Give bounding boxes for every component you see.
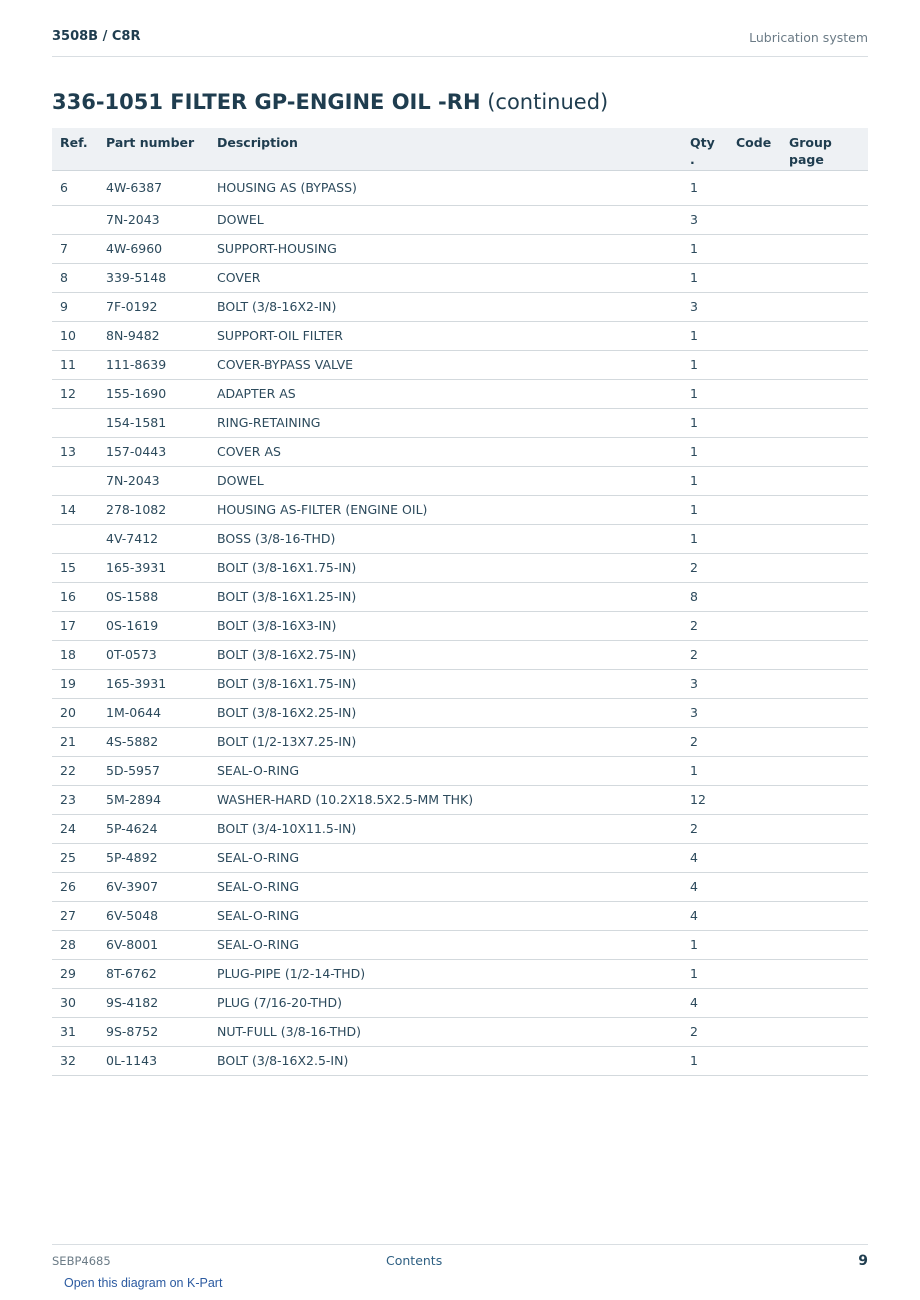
section-label: Lubrication system bbox=[749, 30, 868, 45]
cell-group-page bbox=[781, 263, 868, 292]
cell-ref: 22 bbox=[52, 756, 98, 785]
cell-code bbox=[728, 553, 781, 582]
cell-ref: 31 bbox=[52, 1017, 98, 1046]
cell-description: BOLT (3/8-16X2.5-IN) bbox=[209, 1046, 682, 1075]
cell-code bbox=[728, 582, 781, 611]
cell-code bbox=[728, 321, 781, 350]
cell-group-page bbox=[781, 872, 868, 901]
cell-part-number[interactable]: 0T-0573 bbox=[98, 640, 209, 669]
header-row bbox=[52, 128, 868, 170]
cell-group-page bbox=[781, 379, 868, 408]
cell-qty: 1 bbox=[682, 756, 728, 785]
cell-group-page bbox=[781, 814, 868, 843]
cell-ref: 9 bbox=[52, 292, 98, 321]
cell-part-number[interactable]: 4V-7412 bbox=[98, 524, 209, 553]
table-row bbox=[52, 205, 868, 234]
cell-qty: 1 bbox=[682, 170, 728, 205]
cell-qty: 1 bbox=[682, 930, 728, 959]
cell-description: SEAL-O-RING bbox=[209, 930, 682, 959]
table-row bbox=[52, 756, 868, 785]
cell-part-number[interactable]: 4W-6387 bbox=[98, 170, 209, 205]
cell-group-page bbox=[781, 669, 868, 698]
cell-code bbox=[728, 698, 781, 727]
cell-qty: 1 bbox=[682, 466, 728, 495]
cell-code bbox=[728, 292, 781, 321]
cell-ref: 29 bbox=[52, 959, 98, 988]
table-row bbox=[52, 379, 868, 408]
cell-ref: 16 bbox=[52, 582, 98, 611]
table-row bbox=[52, 959, 868, 988]
cell-ref: 6 bbox=[52, 170, 98, 205]
table-row bbox=[52, 321, 868, 350]
cell-description: COVER bbox=[209, 263, 682, 292]
document-id: SEBP4685 bbox=[52, 1254, 111, 1268]
cell-ref bbox=[52, 524, 98, 553]
table-row bbox=[52, 611, 868, 640]
cell-ref: 21 bbox=[52, 727, 98, 756]
cell-qty: 1 bbox=[682, 959, 728, 988]
cell-code bbox=[728, 350, 781, 379]
cell-code bbox=[728, 263, 781, 292]
cell-group-page bbox=[781, 553, 868, 582]
cell-description: COVER-BYPASS VALVE bbox=[209, 350, 682, 379]
col-group-line2: page bbox=[789, 152, 824, 167]
cell-qty: 2 bbox=[682, 611, 728, 640]
cell-code bbox=[728, 814, 781, 843]
cell-group-page bbox=[781, 611, 868, 640]
cell-group-page bbox=[781, 698, 868, 727]
cell-code bbox=[728, 727, 781, 756]
col-description: Description bbox=[209, 128, 682, 170]
table-row bbox=[52, 1017, 868, 1046]
cell-group-page bbox=[781, 843, 868, 872]
cell-code bbox=[728, 1046, 781, 1075]
cell-ref: 19 bbox=[52, 669, 98, 698]
table-row bbox=[52, 988, 868, 1017]
cell-qty: 2 bbox=[682, 727, 728, 756]
col-ref: Ref. bbox=[52, 128, 98, 170]
cell-group-page bbox=[781, 408, 868, 437]
cell-ref: 20 bbox=[52, 698, 98, 727]
parts-table-header bbox=[52, 128, 868, 170]
table-row bbox=[52, 698, 868, 727]
cell-ref: 15 bbox=[52, 553, 98, 582]
page-title bbox=[52, 90, 608, 114]
cell-qty: 1 bbox=[682, 495, 728, 524]
cell-qty: 1 bbox=[682, 321, 728, 350]
cell-qty: 3 bbox=[682, 698, 728, 727]
cell-part-number[interactable]: 8N-9482 bbox=[98, 321, 209, 350]
cell-description: SUPPORT-HOUSING bbox=[209, 234, 682, 263]
cell-qty: 1 bbox=[682, 437, 728, 466]
cell-qty: 2 bbox=[682, 553, 728, 582]
cell-group-page bbox=[781, 785, 868, 814]
cell-ref: 14 bbox=[52, 495, 98, 524]
cell-part-number[interactable]: 8T-6762 bbox=[98, 959, 209, 988]
cell-code bbox=[728, 669, 781, 698]
table-row bbox=[52, 292, 868, 321]
cell-group-page bbox=[781, 727, 868, 756]
cell-group-page bbox=[781, 640, 868, 669]
cell-part-number[interactable]: 6V-8001 bbox=[98, 930, 209, 959]
table-row bbox=[52, 582, 868, 611]
cell-description: PLUG (7/16-20-THD) bbox=[209, 988, 682, 1017]
cell-qty: 2 bbox=[682, 1017, 728, 1046]
cell-description: COVER AS bbox=[209, 437, 682, 466]
cell-description: NUT-FULL (3/8-16-THD) bbox=[209, 1017, 682, 1046]
cell-part-number[interactable]: 7N-2043 bbox=[98, 466, 209, 495]
cell-ref: 23 bbox=[52, 785, 98, 814]
cell-code bbox=[728, 524, 781, 553]
cell-code bbox=[728, 901, 781, 930]
cell-group-page bbox=[781, 901, 868, 930]
cell-group-page bbox=[781, 292, 868, 321]
cell-part-number[interactable]: 278-1082 bbox=[98, 495, 209, 524]
cell-qty: 1 bbox=[682, 524, 728, 553]
cell-group-page bbox=[781, 959, 868, 988]
col-qty bbox=[682, 128, 728, 170]
cell-ref: 13 bbox=[52, 437, 98, 466]
cell-description: BOLT (3/8-16X2-IN) bbox=[209, 292, 682, 321]
table-row bbox=[52, 640, 868, 669]
cell-description: DOWEL bbox=[209, 205, 682, 234]
cell-ref bbox=[52, 205, 98, 234]
cell-description: SUPPORT-OIL FILTER bbox=[209, 321, 682, 350]
cell-qty: 4 bbox=[682, 872, 728, 901]
cell-description: HOUSING AS-FILTER (ENGINE OIL) bbox=[209, 495, 682, 524]
cell-code bbox=[728, 437, 781, 466]
cell-description: BOLT (1/2-13X7.25-IN) bbox=[209, 727, 682, 756]
page-number: 9 bbox=[858, 1253, 868, 1269]
cell-code bbox=[728, 611, 781, 640]
cell-description: BOLT (3/8-16X2.75-IN) bbox=[209, 640, 682, 669]
cell-part-number[interactable]: 339-5148 bbox=[98, 263, 209, 292]
cell-part-number[interactable]: 154-1581 bbox=[98, 408, 209, 437]
kpart-link[interactable]: Open this diagram on K-Part bbox=[64, 1276, 223, 1290]
table-row bbox=[52, 843, 868, 872]
page-footer bbox=[52, 1244, 868, 1273]
cell-code bbox=[728, 756, 781, 785]
cell-code bbox=[728, 170, 781, 205]
cell-part-number[interactable]: 9S-8752 bbox=[98, 1017, 209, 1046]
col-qty-line2: . bbox=[690, 152, 695, 167]
table-row bbox=[52, 234, 868, 263]
cell-part-number[interactable]: 165-3931 bbox=[98, 553, 209, 582]
cell-description: WASHER-HARD (10.2X18.5X2.5-MM THK) bbox=[209, 785, 682, 814]
cell-ref bbox=[52, 466, 98, 495]
col-part-number: Part number bbox=[98, 128, 209, 170]
cell-code bbox=[728, 379, 781, 408]
table-row bbox=[52, 814, 868, 843]
cell-ref: 24 bbox=[52, 814, 98, 843]
cell-group-page bbox=[781, 1046, 868, 1075]
parts-table-body bbox=[52, 170, 868, 1075]
cell-description: BOLT (3/8-16X1.25-IN) bbox=[209, 582, 682, 611]
cell-part-number[interactable]: 6V-3907 bbox=[98, 872, 209, 901]
cell-qty: 3 bbox=[682, 205, 728, 234]
cell-part-number[interactable]: 0S-1619 bbox=[98, 611, 209, 640]
cell-ref: 26 bbox=[52, 872, 98, 901]
cell-qty: 1 bbox=[682, 234, 728, 263]
cell-description: SEAL-O-RING bbox=[209, 901, 682, 930]
cell-description: SEAL-O-RING bbox=[209, 843, 682, 872]
cell-group-page bbox=[781, 350, 868, 379]
table-row bbox=[52, 727, 868, 756]
cell-code bbox=[728, 930, 781, 959]
cell-qty: 2 bbox=[682, 640, 728, 669]
cell-group-page bbox=[781, 524, 868, 553]
table-row bbox=[52, 872, 868, 901]
parts-table bbox=[52, 128, 868, 1076]
cell-ref: 30 bbox=[52, 988, 98, 1017]
cell-code bbox=[728, 466, 781, 495]
cell-ref: 7 bbox=[52, 234, 98, 263]
cell-part-number[interactable]: 0L-1143 bbox=[98, 1046, 209, 1075]
cell-ref: 17 bbox=[52, 611, 98, 640]
cell-group-page bbox=[781, 321, 868, 350]
col-qty-line1: Qty bbox=[690, 135, 715, 150]
cell-ref: 28 bbox=[52, 930, 98, 959]
cell-code bbox=[728, 408, 781, 437]
cell-description: BOLT (3/8-16X1.75-IN) bbox=[209, 669, 682, 698]
cell-ref: 32 bbox=[52, 1046, 98, 1075]
cell-code bbox=[728, 785, 781, 814]
table-row bbox=[52, 1046, 868, 1075]
contents-link[interactable]: Contents bbox=[386, 1253, 443, 1268]
cell-part-number[interactable]: 4S-5882 bbox=[98, 727, 209, 756]
title-main: 336-1051 FILTER GP-ENGINE OIL -RH bbox=[52, 90, 481, 114]
cell-qty: 1 bbox=[682, 350, 728, 379]
cell-description: BOLT (3/8-16X3-IN) bbox=[209, 611, 682, 640]
cell-ref: 10 bbox=[52, 321, 98, 350]
cell-qty: 3 bbox=[682, 669, 728, 698]
cell-code bbox=[728, 205, 781, 234]
col-code: Code bbox=[728, 128, 781, 170]
cell-group-page bbox=[781, 495, 868, 524]
cell-ref: 11 bbox=[52, 350, 98, 379]
cell-group-page bbox=[781, 170, 868, 205]
cell-qty: 1 bbox=[682, 1046, 728, 1075]
cell-description: ADAPTER AS bbox=[209, 379, 682, 408]
cell-ref: 25 bbox=[52, 843, 98, 872]
table-row bbox=[52, 930, 868, 959]
cell-description: PLUG-PIPE (1/2-14-THD) bbox=[209, 959, 682, 988]
page-header bbox=[52, 28, 868, 57]
cell-group-page bbox=[781, 1017, 868, 1046]
cell-description: SEAL-O-RING bbox=[209, 756, 682, 785]
cell-group-page bbox=[781, 756, 868, 785]
cell-code bbox=[728, 988, 781, 1017]
col-group-page bbox=[781, 128, 868, 170]
cell-ref: 27 bbox=[52, 901, 98, 930]
cell-description: BOSS (3/8-16-THD) bbox=[209, 524, 682, 553]
cell-group-page bbox=[781, 437, 868, 466]
cell-qty: 1 bbox=[682, 408, 728, 437]
cell-part-number[interactable]: 5P-4624 bbox=[98, 814, 209, 843]
cell-ref bbox=[52, 408, 98, 437]
table-row bbox=[52, 495, 868, 524]
cell-code bbox=[728, 843, 781, 872]
cell-description: HOUSING AS (BYPASS) bbox=[209, 170, 682, 205]
cell-qty: 3 bbox=[682, 292, 728, 321]
cell-code bbox=[728, 495, 781, 524]
cell-code bbox=[728, 1017, 781, 1046]
cell-part-number[interactable]: 7F-0192 bbox=[98, 292, 209, 321]
cell-part-number[interactable]: 5M-2894 bbox=[98, 785, 209, 814]
cell-part-number[interactable]: 155-1690 bbox=[98, 379, 209, 408]
table-row bbox=[52, 170, 868, 205]
cell-qty: 12 bbox=[682, 785, 728, 814]
cell-part-number[interactable]: 9S-4182 bbox=[98, 988, 209, 1017]
table-row bbox=[52, 524, 868, 553]
cell-group-page bbox=[781, 930, 868, 959]
cell-qty: 4 bbox=[682, 988, 728, 1017]
cell-part-number[interactable]: 4W-6960 bbox=[98, 234, 209, 263]
cell-part-number[interactable]: 157-0443 bbox=[98, 437, 209, 466]
table-row bbox=[52, 350, 868, 379]
cell-description: BOLT (3/8-16X1.75-IN) bbox=[209, 553, 682, 582]
cell-ref: 12 bbox=[52, 379, 98, 408]
cell-group-page bbox=[781, 466, 868, 495]
cell-part-number[interactable]: 6V-5048 bbox=[98, 901, 209, 930]
cell-group-page bbox=[781, 582, 868, 611]
title-suffix: (continued) bbox=[487, 90, 609, 114]
cell-part-number[interactable]: 165-3931 bbox=[98, 669, 209, 698]
table-row bbox=[52, 669, 868, 698]
cell-part-number[interactable]: 7N-2043 bbox=[98, 205, 209, 234]
cell-part-number[interactable]: 111-8639 bbox=[98, 350, 209, 379]
cell-description: DOWEL bbox=[209, 466, 682, 495]
cell-description: BOLT (3/4-10X11.5-IN) bbox=[209, 814, 682, 843]
cell-description: BOLT (3/8-16X2.25-IN) bbox=[209, 698, 682, 727]
cell-qty: 4 bbox=[682, 901, 728, 930]
cell-code bbox=[728, 872, 781, 901]
cell-ref: 18 bbox=[52, 640, 98, 669]
cell-description: RING-RETAINING bbox=[209, 408, 682, 437]
table-row bbox=[52, 466, 868, 495]
cell-part-number[interactable]: 1M-0644 bbox=[98, 698, 209, 727]
table-row bbox=[52, 901, 868, 930]
cell-code bbox=[728, 959, 781, 988]
cell-qty: 1 bbox=[682, 379, 728, 408]
cell-code bbox=[728, 640, 781, 669]
cell-qty: 2 bbox=[682, 814, 728, 843]
cell-part-number[interactable]: 5P-4892 bbox=[98, 843, 209, 872]
cell-group-page bbox=[781, 234, 868, 263]
table-row bbox=[52, 437, 868, 466]
cell-part-number[interactable]: 0S-1588 bbox=[98, 582, 209, 611]
table-row bbox=[52, 553, 868, 582]
cell-qty: 8 bbox=[682, 582, 728, 611]
col-group-line1: Group bbox=[789, 135, 832, 150]
cell-description: SEAL-O-RING bbox=[209, 872, 682, 901]
table-row bbox=[52, 263, 868, 292]
cell-ref: 8 bbox=[52, 263, 98, 292]
cell-part-number[interactable]: 5D-5957 bbox=[98, 756, 209, 785]
cell-qty: 1 bbox=[682, 263, 728, 292]
table-row bbox=[52, 408, 868, 437]
cell-group-page bbox=[781, 205, 868, 234]
cell-group-page bbox=[781, 988, 868, 1017]
cell-qty: 4 bbox=[682, 843, 728, 872]
model-label: 3508B / C8R bbox=[52, 29, 141, 44]
table-row bbox=[52, 785, 868, 814]
cell-code bbox=[728, 234, 781, 263]
